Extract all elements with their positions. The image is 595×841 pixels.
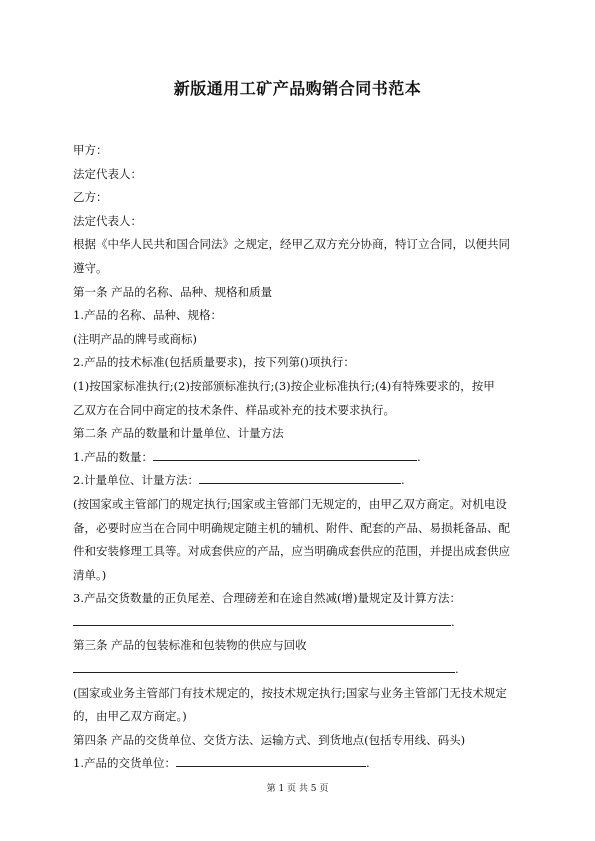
period: . <box>365 756 370 771</box>
article-4-item-1 <box>73 752 525 776</box>
rep-b-line: 法定代表人： <box>73 213 142 228</box>
article-2-note-line-4: 清单。) <box>73 567 107 582</box>
measurement-blank <box>199 469 401 484</box>
tolerance-blank <box>73 611 451 626</box>
article-3-note-line-1: (国家或业务主管部门有技术规定的，按技术规定执行;国家与业务主管部门无技术规定 <box>73 685 507 700</box>
article-3-note-line-2: 的，由甲乙双方商定。) <box>73 709 187 724</box>
article-3-heading: 第三条 产品的包装标准和包装物的供应与回收 <box>73 638 307 653</box>
article-2-note-line-3: 件和安装修理工具等。对成套供应的产品，应当明确成套供应的范围，并提出成套供应 <box>73 544 510 559</box>
article-1-item-1: 1.产品的名称、品种、规格： <box>73 308 222 323</box>
quantity-blank <box>153 446 417 461</box>
article-1-item-2: 2.产品的技术标准(包括质量要求)，按下列第()项执行： <box>73 355 355 370</box>
article-4-item-1-label: 1.产品的交货单位： <box>73 756 176 771</box>
period: . <box>451 614 455 629</box>
article-2-item-1-label: 1.产品的数量： <box>73 449 153 464</box>
party-a-line: 甲方： <box>73 143 108 157</box>
period: . <box>416 449 421 464</box>
article-1-note-1: (注明产品的牌号或商标) <box>73 331 197 346</box>
packaging-blank <box>73 658 455 673</box>
article-1-item-2-line-2: 乙双方在合同中商定的技术条件、样品或补充的技术要求执行。 <box>73 402 395 417</box>
rep-a-line: 法定代表人： <box>73 166 142 181</box>
article-2-item-2-label: 2.计量单位、计量方法： <box>73 473 199 488</box>
document-body <box>73 139 525 776</box>
period: . <box>455 662 459 677</box>
article-2-item-3-fill <box>73 611 525 635</box>
intro-line-1: 根据《中华人民共和国合同法》之规定，经甲乙双方充分协商，特订立合同，以便共同 <box>73 237 510 252</box>
article-2-heading: 第二条 产品的数量和计量单位、计量方法 <box>73 426 284 441</box>
document-title: 新版通用工矿产品购销合同书范本 <box>173 79 422 98</box>
article-2-item-2 <box>73 469 525 493</box>
article-1-item-2-line-1: (1)按国家标准执行;(2)按部颁标准执行;(3)按企业标准执行;(4)有特殊要求的，按甲 <box>73 378 495 393</box>
page-footer: 第 1 页 共 5 页 <box>266 784 329 794</box>
period: . <box>400 473 405 488</box>
article-1-heading: 第一条 产品的名称、品种、规格和质量 <box>73 284 273 299</box>
article-2-note-line-2: 备，必要时应当在合同中明确规定随主机的辅机、附件、配套的产品、易损耗备品、配 <box>73 520 510 535</box>
article-2-item-1 <box>73 446 525 470</box>
intro-line-2: 遵守。 <box>73 260 108 275</box>
party-b-line: 乙方： <box>73 190 108 205</box>
article-3-fill <box>73 658 525 682</box>
article-2-note-line-1: (按国家或主管部门的规定执行;国家或主管部门无规定的，由甲乙双方商定。对机电设 <box>73 496 507 511</box>
article-2-item-3: 3.产品交货数量的正负尾差、合理磅差和在途自然减(增)量规定及计算方法： <box>73 591 461 606</box>
delivery-unit-blank <box>176 752 366 767</box>
article-4-heading: 第四条 产品的交货单位、交货方法、运输方式、到货地点(包括专用线、码头) <box>73 732 466 747</box>
